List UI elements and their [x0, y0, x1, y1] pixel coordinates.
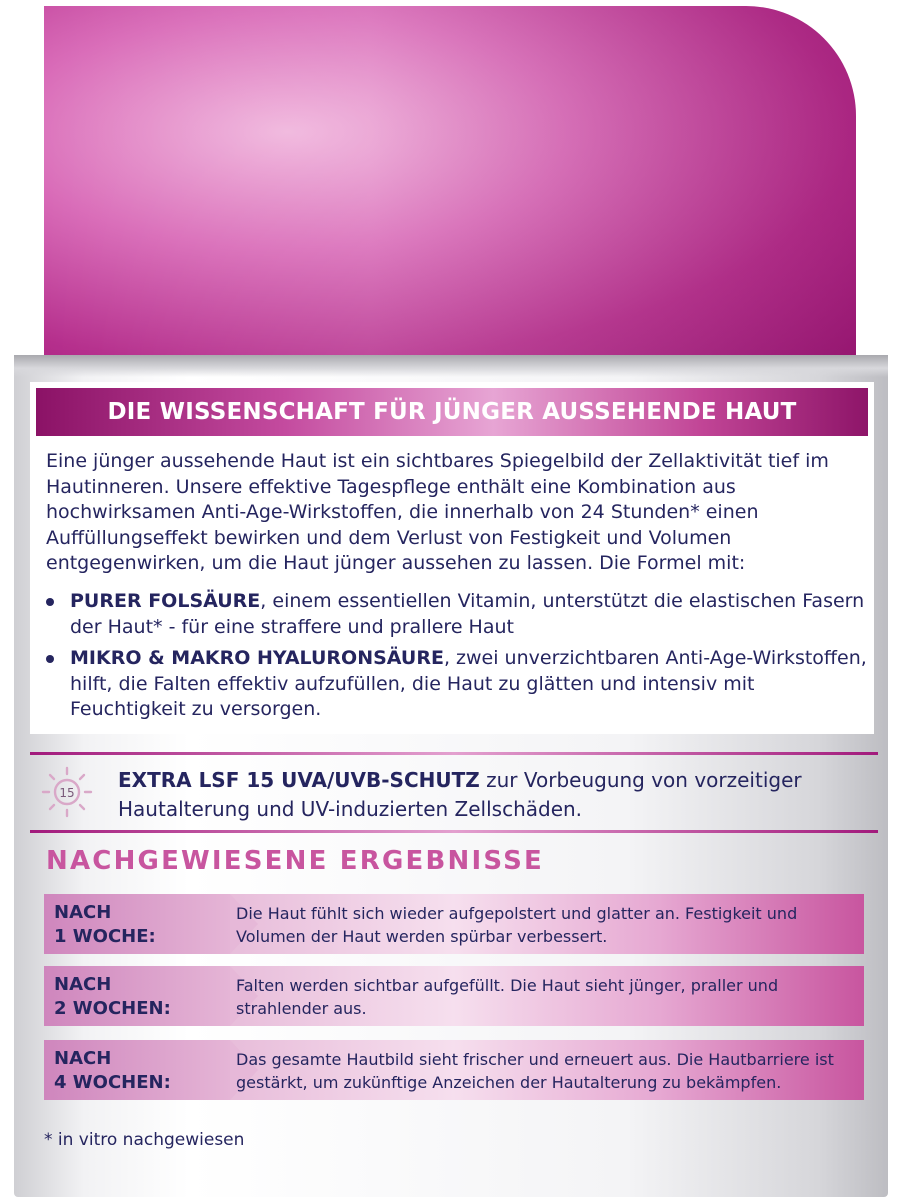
footnote: * in vitro nachgewiesen	[44, 1130, 245, 1150]
result-row-week1	[44, 894, 864, 954]
row-label	[44, 966, 230, 1026]
divider	[30, 752, 878, 755]
row-text: Die Haut fühlt sich wieder aufgepolstert und glatter an. Festigkeit und Volumen der Haut werden spürbar verbessert.	[236, 904, 798, 946]
row-label-line1: NACH	[54, 974, 112, 995]
spf-highlight: EXTRA LSF 15 UVA/UVB-SCHUTZ	[118, 768, 480, 792]
row-label-line2: 4 WOCHEN:	[54, 1072, 171, 1093]
spf-statement	[118, 766, 878, 824]
result-row-week4	[44, 1040, 864, 1100]
ingredient-name: PURER FOLSÄURE	[70, 590, 261, 612]
row-label	[44, 894, 230, 954]
row-label-line1: NACH	[54, 902, 112, 923]
row-text: Falten werden sichtbar aufgefüllt. Die Haut sieht jünger, praller und strahlender aus.	[236, 976, 779, 1018]
jar-rim	[14, 355, 888, 377]
divider	[30, 830, 878, 833]
list-item	[44, 646, 874, 723]
bullet-icon	[46, 598, 54, 606]
spf-description: zur Vorbeugung von vorzeitiger Hautalterung und UV-induzierten Zellschäden.	[118, 768, 802, 821]
ingredient-list	[44, 589, 874, 729]
sun-icon	[38, 762, 96, 820]
intro-paragraph: Eine jünger aussehende Haut ist ein sichtbares Spiegelbild der Zellaktivität tief im Hautinneren. Unsere effektive Tagespflege enthält eine Kombination aus hochwirksamen Anti-Age-Wirkstoffen, die innerhalb von 24 Stunden* einen Auffüllungseffekt bewirken und dem Verlust von Festigkeit und Volumen entgegenwirken, um die Haut jünger aussehen zu lassen. Die Formel mit:	[46, 450, 829, 574]
spf-number: 15	[59, 786, 75, 800]
jar-lid-shading	[44, 6, 856, 366]
row-label-line2: 1 WOCHE:	[54, 926, 156, 947]
ingredient-name: MIKRO & MAKRO HYALURONSÄURE	[70, 647, 444, 669]
row-label	[44, 1040, 230, 1100]
row-text: Das gesamte Hautbild sieht frischer und erneuert aus. Die Hautbarriere ist gestärkt, um zukünftige Anzeichen der Hautalterung zu bekämpfen.	[236, 1050, 834, 1092]
list-item	[44, 589, 874, 640]
headline-text: DIE WISSENSCHAFT FÜR JÜNGER AUSSEHENDE HAUT	[107, 399, 797, 425]
row-label-line2: 2 WOCHEN:	[54, 998, 171, 1019]
headline-banner	[36, 388, 868, 436]
bullet-icon	[46, 655, 54, 663]
ingredient-description: , zwei unverzichtbaren Anti-Age-Wirkstoffen, hilft, die Falten effektiv aufzufüllen, die Haut zu glätten und intensiv mit Feuchtigkeit zu versorgen.	[70, 647, 867, 720]
row-label-line1: NACH	[54, 1048, 112, 1069]
ingredient-description: , einem essentiellen Vitamin, unterstützt die elastischen Fasern der Haut* - für eine straffere und prallere Haut	[70, 590, 865, 638]
results-title: NACHGEWIESENE ERGEBNISSE	[46, 846, 544, 876]
result-row-week2	[44, 966, 864, 1026]
